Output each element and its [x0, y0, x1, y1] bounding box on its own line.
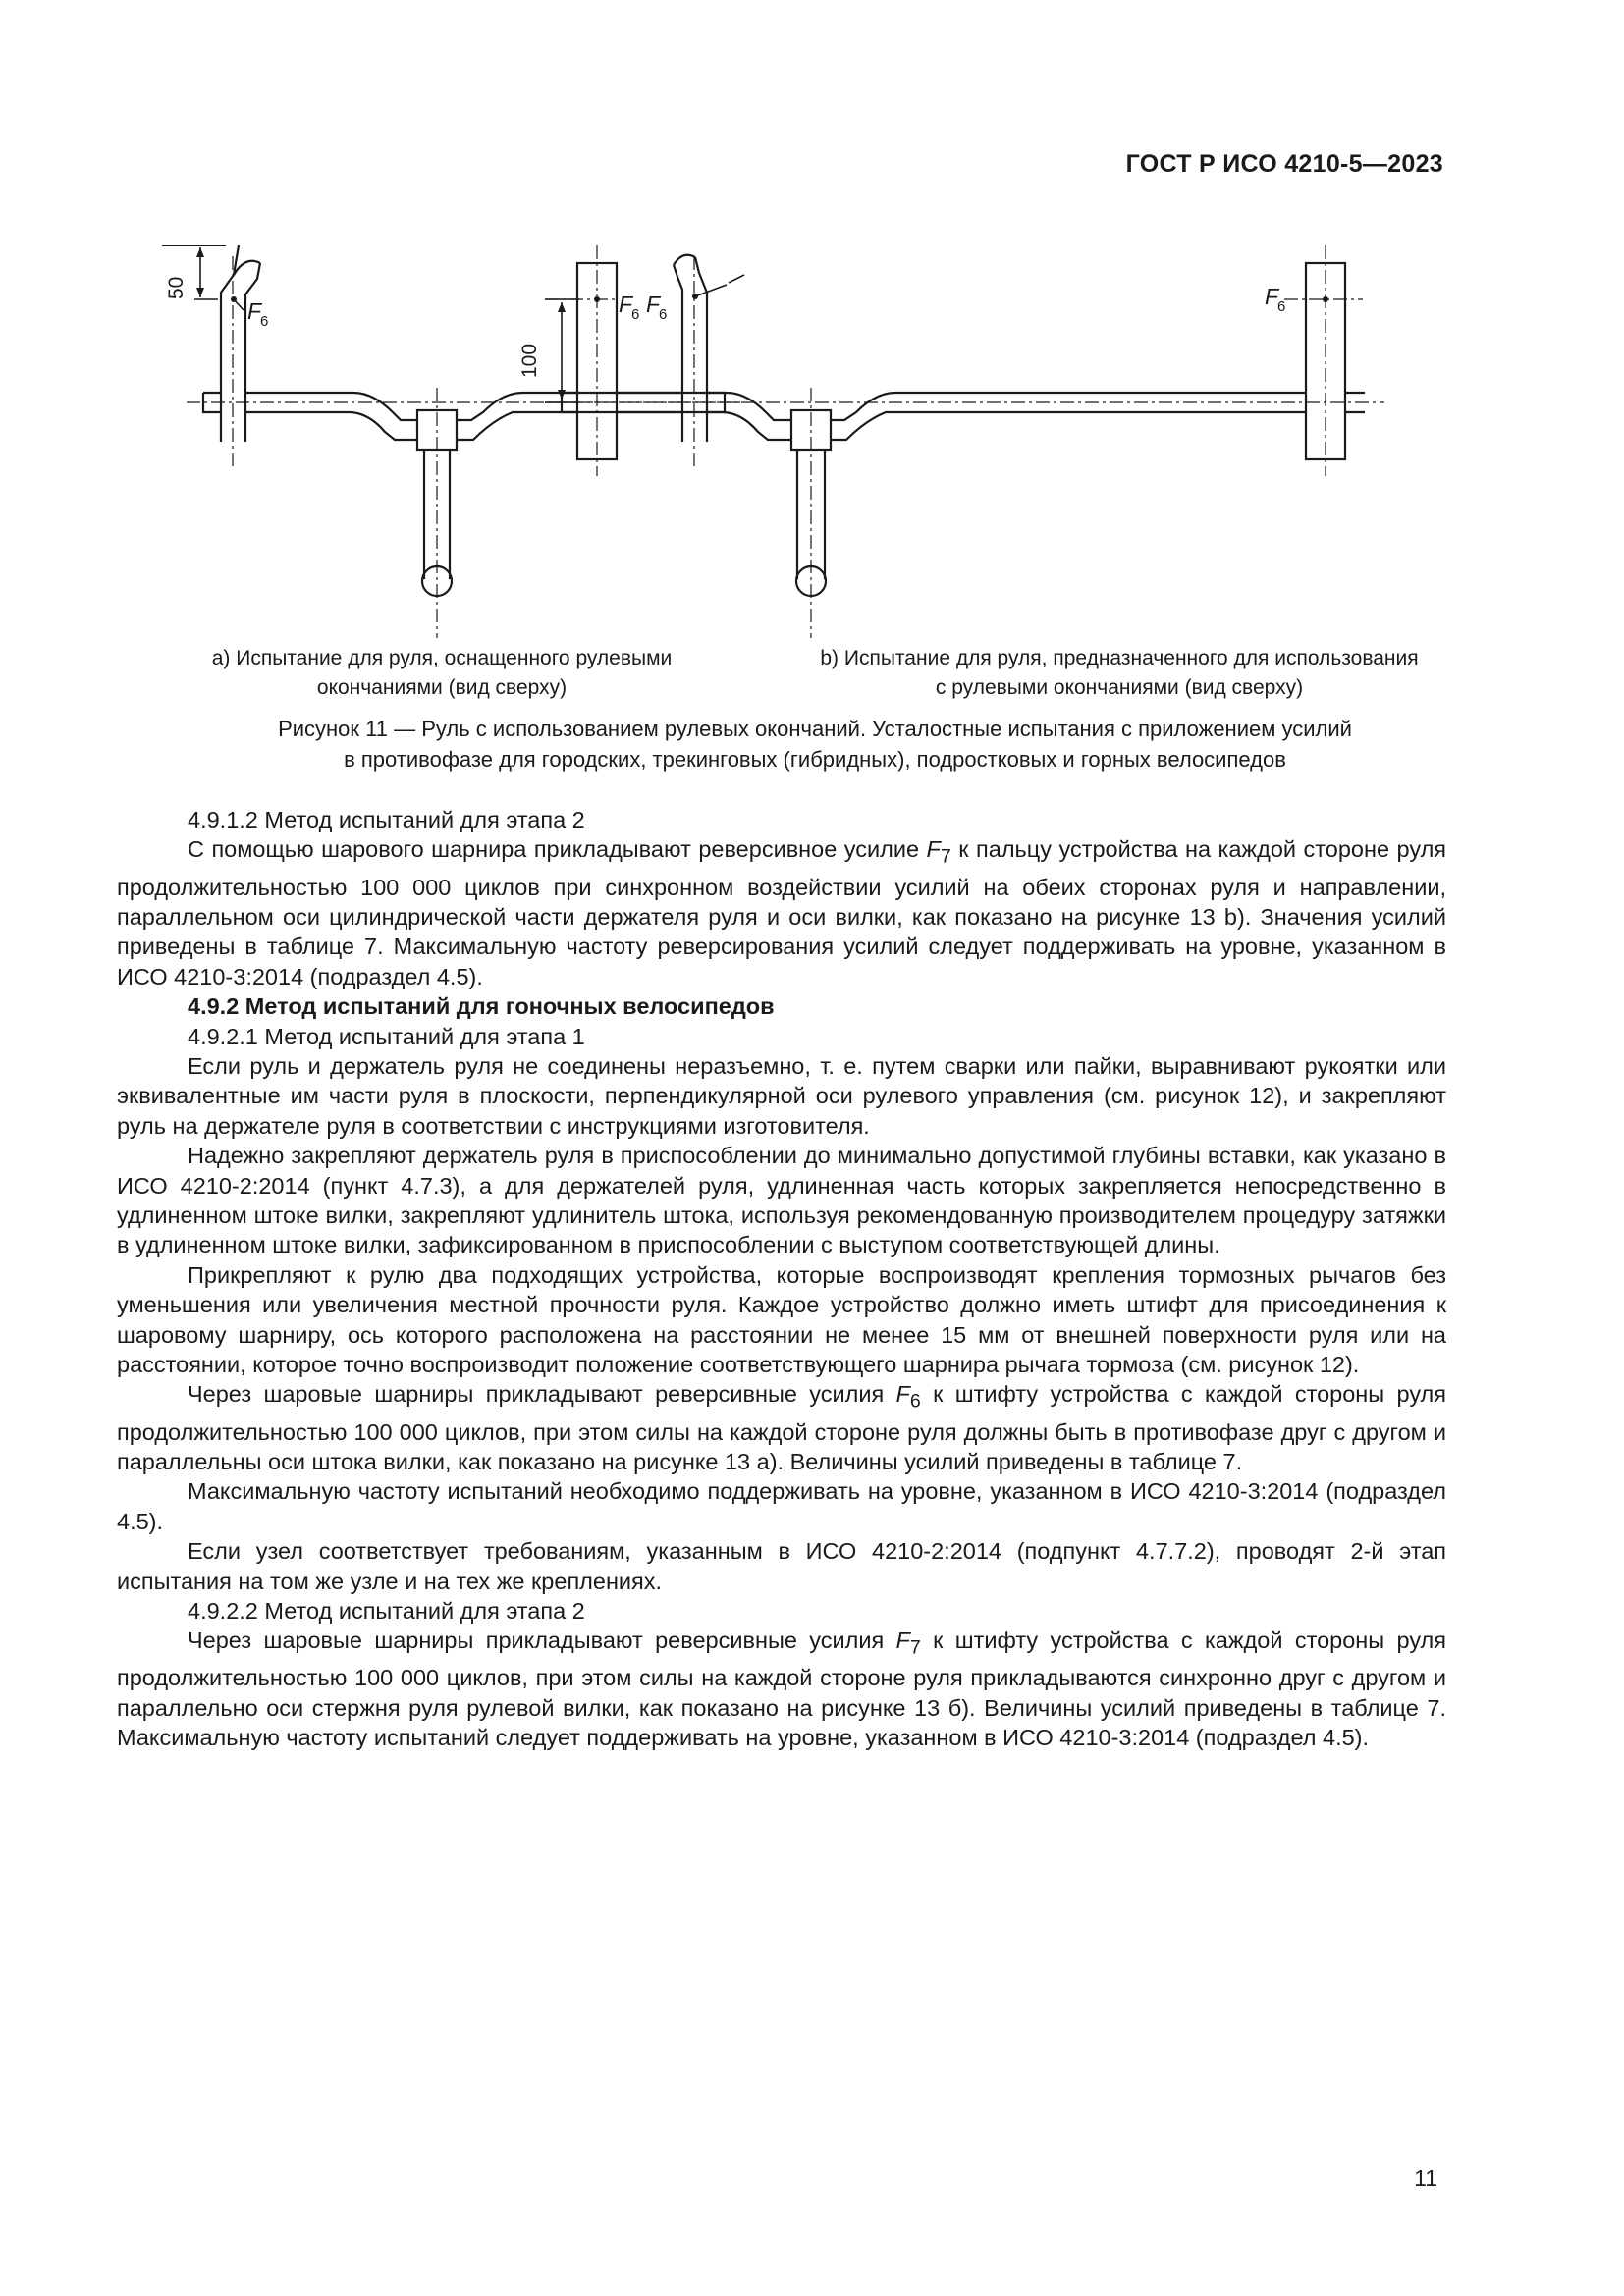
paragraph — [117, 1536, 1446, 1596]
force-subscript: 7 — [940, 846, 951, 869]
paragraph — [117, 1051, 1446, 1141]
figure-caption-line1: Рисунок 11 — Руль с использованием рулевых окончаний. Усталостные испытания с приложением усилий — [278, 717, 1352, 741]
paragraph-text: к штифту устройства с каждой стороны руля продолжительностью 100 000 циклов, при этом силы на каждой стороне руля прикладываются синхронно друг с другом и параллельно оси стержня руля рулевой вилки, как показано на рисунке 13 б). Величины усилий приведены в таблице 7. Максимальную частоту испытаний следует поддерживать на уровне, указанном в ИСО 4210-3:2014 (подраздел 4.5). — [117, 1628, 1446, 1751]
subcaption-a-line1: a) Испытание для руля, оснащенного рулевыми — [211, 647, 673, 669]
paragraph — [117, 1476, 1446, 1536]
force-label-a-left — [247, 298, 268, 330]
paragraph-text: Надежно закрепляют держатель руля в приспособлении до минимально допустимой глубины вставки, как указано в ИСО 4210-2:2014 (пункт 4.7.3), а для держателей руля, удлиненная часть которых закрепляется непосредственно в удлиненном штоке вилки, закрепляют удлинитель штока, используя рекомендованную производителем процедуру затяжки в удлиненном штоке вилки, зафиксированном в приспособлении с выступом соответствующей длины. — [117, 1143, 1446, 1258]
paragraph-text: к пальцу устройства на каждой стороне руля продолжительностью 100 000 циклов при синхронном воздействии усилий на обеих сторонах руля и направлении, параллельном оси цилиндрической части держателя руля и оси вилки, как показано на рисунке 13 b). Значения усилий приведены в таблице 7. Максимальную частоту реверсирования усилий следует поддерживать на уровне, указанном в ИСО 4210-3:2014 (подраздел 4.5). — [117, 836, 1447, 989]
subcaption-b-line2: с рулевыми окончаниями (вид сверху) — [935, 676, 1304, 699]
force-label-a-right — [646, 292, 667, 323]
svg-text:F: F — [619, 292, 633, 317]
force-label-b-right — [1265, 284, 1285, 315]
subsection-heading: 4.9.2.2 Метод испытаний для этапа 2 — [188, 1597, 585, 1624]
dimension-100-label: 100 — [518, 343, 541, 378]
section-heading: 4.9.2 Метод испытаний для гоночных велосипедов — [188, 993, 775, 1020]
page-number: 11 — [1414, 2165, 1437, 2191]
paragraph-text: Через шаровые шарниры прикладывают реверсивные усилия — [188, 1381, 896, 1408]
standard-header: ГОСТ Р ИСО 4210-5—2023 — [1125, 150, 1443, 178]
paragraph-text: Если узел соответствует требованиям, указанным в ИСО 4210-2:2014 (подпункт 4.7.7.2), проводят 2-й этап испытания на том же узле и на тех же креплениях. — [117, 1538, 1446, 1594]
subcaption-a-line2: окончаниями (вид сверху) — [316, 676, 568, 699]
paragraph-text: Через шаровые шарниры прикладывают реверсивные усилия — [188, 1628, 896, 1654]
force-label-b-left — [619, 292, 639, 323]
svg-text:F: F — [247, 298, 262, 324]
force-symbol: F — [895, 1628, 910, 1654]
paragraph — [117, 1379, 1446, 1476]
svg-text:6: 6 — [1277, 298, 1286, 315]
force-symbol: F — [895, 1381, 910, 1408]
subcaption-b-line1: b) Испытание для руля, предназначенного для использования — [820, 647, 1419, 669]
force-subscript: 6 — [909, 1391, 921, 1414]
svg-text:6: 6 — [260, 313, 269, 330]
paragraph — [117, 1626, 1446, 1752]
subcaption-a — [167, 644, 717, 703]
svg-text:F: F — [646, 292, 661, 317]
subsection-heading: 4.9.1.2 Метод испытаний для этапа 2 — [188, 807, 585, 832]
figure-11-drawing — [157, 245, 1463, 638]
paragraph — [117, 1141, 1446, 1260]
paragraph-text: Если руль и держатель руля не соединены неразъемно, т. е. путем сварки или пайки, выравнивают рукоятки или эквивалентные им части руля в плоскости, перпендикулярной оси рулевого управления (см. рисунок 12), и закрепляют руль на держателе руля в соответствии с инструкциями изготовителя. — [117, 1052, 1446, 1139]
subsection-heading: 4.9.2.1 Метод испытаний для этапа 1 — [188, 1023, 585, 1049]
paragraph — [117, 834, 1446, 991]
paragraph-text: Максимальную частоту испытаний необходимо поддерживать на уровне, указанном в ИСО 4210-3:2014 (подраздел 4.5). — [117, 1478, 1446, 1534]
dimension-50-label: 50 — [165, 276, 188, 299]
svg-text:6: 6 — [659, 306, 668, 323]
paragraph — [117, 1260, 1446, 1380]
force-subscript: 7 — [909, 1637, 921, 1660]
paragraph-text: к штифту устройства с каждой стороны руля продолжительностью 100 000 циклов, при этом силы на каждой стороне руля должны быть в противофазе друг с другом и параллельны оси штока вилки, как показано на рисунке 13 a). Величины усилий приведены в таблице 7. — [117, 1381, 1446, 1474]
svg-text:F: F — [1265, 284, 1279, 309]
subcaption-b — [776, 644, 1463, 703]
body-text — [117, 805, 1446, 1753]
paragraph-text: С помощью шарового шарнира прикладывают реверсивное усилие — [188, 836, 927, 863]
figure-caption-line2: в противофазе для городских, трекинговых (гибридных), подростковых и горных велосипедов — [344, 747, 1286, 772]
handlebar-diagram — [157, 245, 1463, 638]
figure-caption — [128, 714, 1502, 774]
force-symbol: F — [926, 836, 941, 863]
svg-text:6: 6 — [631, 306, 640, 323]
paragraph-text: Прикрепляют к рулю два подходящих устройства, которые воспроизводят крепления тормозных рычагов без уменьшения или увеличения местной прочности руля. Каждое устройство должно иметь штифт для присоединения к шаровому шарниру, ось которого расположена на расстоянии не менее 15 мм от внешней поверхности руля или на расстоянии, которое точно воспроизводит положение соответствующего шарнира рычага тормоза (см. рисунок 12). — [117, 1261, 1446, 1377]
